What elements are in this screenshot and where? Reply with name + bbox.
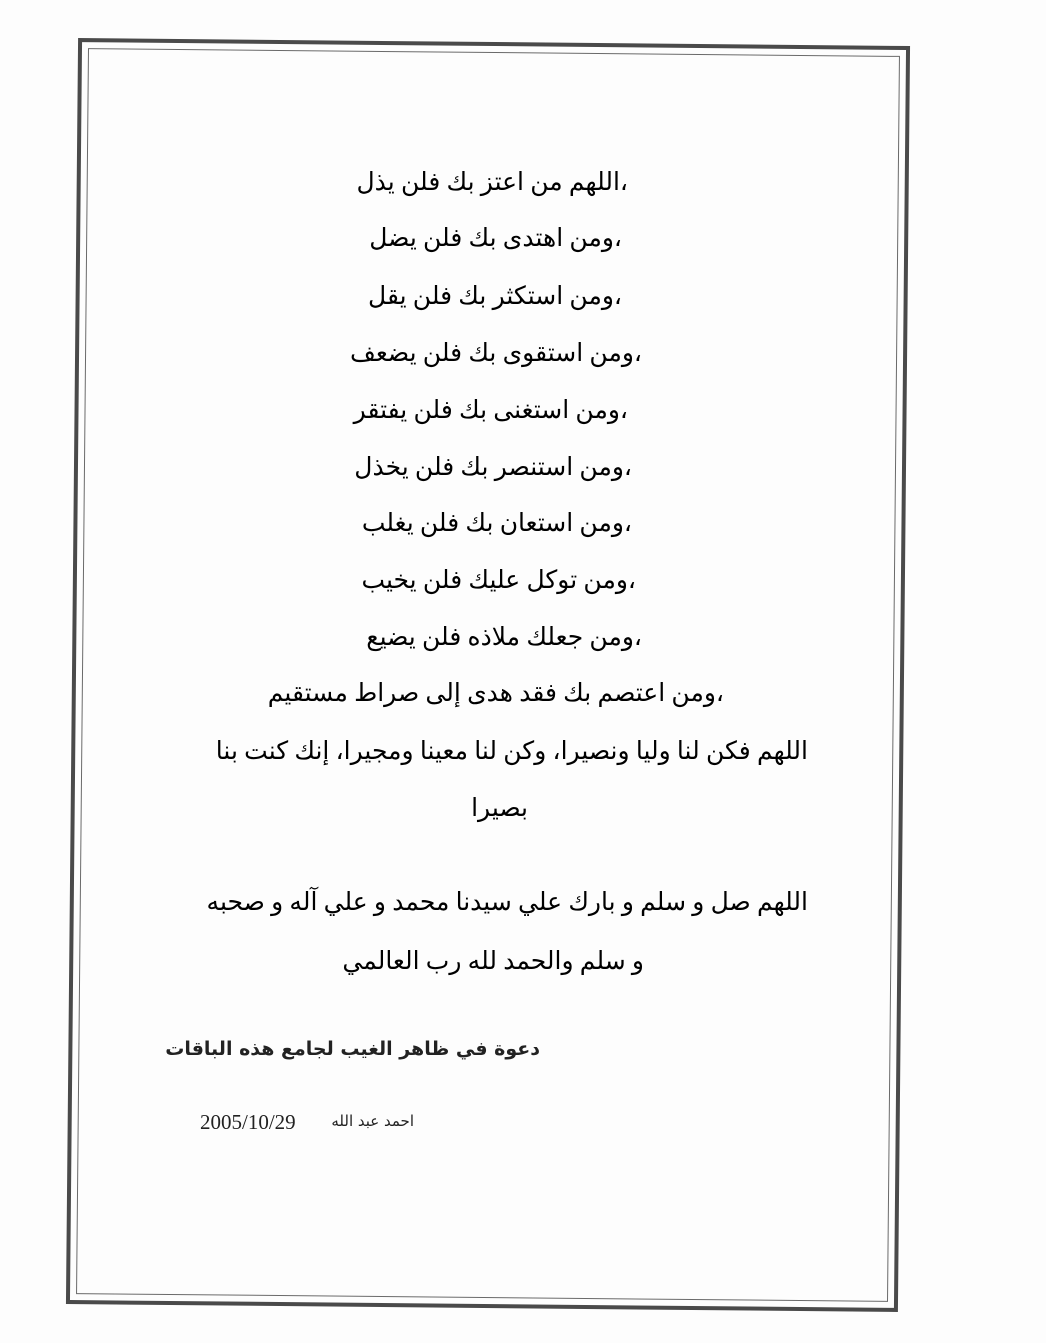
dedication-text: دعوة في ظاهر الغيب لجامع هذه الباقات <box>165 1038 540 1060</box>
prayer-line: اللهم صل و سلم و بارك علي سيدنا محمد و علي آله و صحبه <box>206 889 808 916</box>
text-line: ومن توكل عليك فلن يخيب، <box>361 567 636 594</box>
text-line: ومن استغنى بك فلن يفتقر، <box>353 397 628 424</box>
text-line: ومن استعان بك فلن يغلب، <box>361 510 632 537</box>
text-line: ومن جعلك ملاذه فلن يضيع، <box>366 624 642 651</box>
text-line: بصيرا <box>471 795 528 822</box>
text-line: اللهم فكن لنا وليا ونصيرا، وكن لنا معينا ومجيرا، إنك كنت بنا <box>215 738 808 765</box>
text-line: ومن اهتدى بك فلن يضل، <box>369 225 622 252</box>
text-line: ومن استقوى بك فلن يضعف، <box>349 340 642 367</box>
prayer-line: و سلم والحمد لله رب العالمي <box>342 948 644 975</box>
text-line: ومن استنصر بك فلن يخذل، <box>354 454 632 481</box>
author-name: احمد عبد الله <box>331 1112 414 1130</box>
text-line: اللهم من اعتز بك فلن يذل، <box>356 169 628 196</box>
signature-date: 2005/10/29 <box>200 1110 296 1134</box>
text-line: ومن استكثر بك فلن يقل، <box>368 283 622 310</box>
text-line: ومن اعتصم بك فقد هدى إلى صراط مستقيم، <box>267 680 724 707</box>
